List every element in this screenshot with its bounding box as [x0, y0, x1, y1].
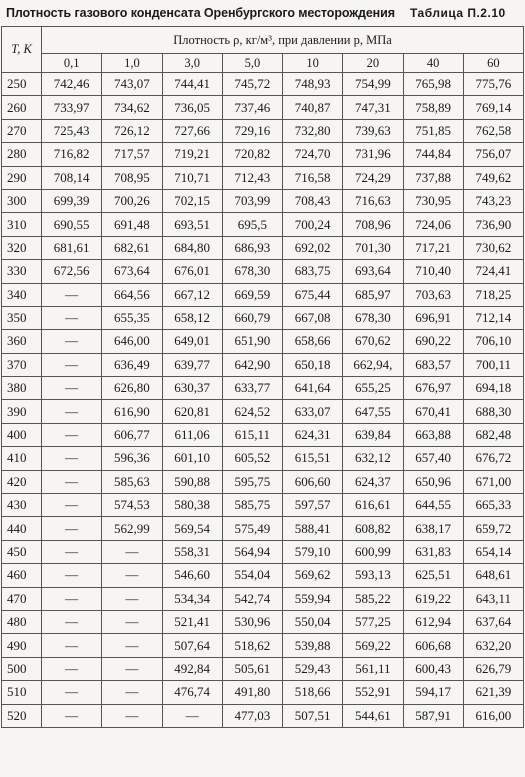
temperature-cell: 380 — [2, 377, 42, 400]
temperature-cell: 440 — [2, 517, 42, 540]
density-cell: 701,30 — [343, 236, 403, 259]
density-cell: 676,97 — [403, 377, 463, 400]
pressure-header-cell: 10 — [283, 54, 343, 73]
density-cell: 643,11 — [463, 587, 523, 610]
density-cell: 678,30 — [222, 260, 282, 283]
density-cell: 597,57 — [283, 494, 343, 517]
density-cell: 594,17 — [403, 681, 463, 704]
density-cell: 624,31 — [283, 423, 343, 446]
density-cell: — — [102, 610, 162, 633]
document-title: Плотность газового конденсата Оренбургского месторождения — [6, 6, 395, 20]
table-row — [2, 423, 524, 446]
density-cell: 739,63 — [343, 119, 403, 142]
density-cell: 667,08 — [283, 306, 343, 329]
density-cell: 477,03 — [222, 704, 282, 727]
density-cell: 644,55 — [403, 494, 463, 517]
temperature-cell: 400 — [2, 423, 42, 446]
density-cell: 744,84 — [403, 143, 463, 166]
density-cell: 632,12 — [343, 447, 403, 470]
density-cell: 672,56 — [42, 260, 102, 283]
density-cell: 724,70 — [283, 143, 343, 166]
density-cell: 727,66 — [162, 119, 222, 142]
temperature-cell: 450 — [2, 540, 42, 563]
temperature-header: T, K — [2, 27, 42, 73]
density-cell: 658,66 — [283, 330, 343, 353]
density-cell: 600,43 — [403, 657, 463, 680]
temperature-cell: 290 — [2, 166, 42, 189]
density-cell: — — [42, 540, 102, 563]
table-row — [2, 517, 524, 540]
density-cell: 719,21 — [162, 143, 222, 166]
density-cell: 691,48 — [102, 213, 162, 236]
density-cell: 569,62 — [283, 564, 343, 587]
density-cell: — — [42, 610, 102, 633]
temperature-cell: 460 — [2, 564, 42, 587]
table-row — [2, 306, 524, 329]
density-cell: 692,02 — [283, 236, 343, 259]
density-cell: 651,90 — [222, 330, 282, 353]
density-cell: 585,22 — [343, 587, 403, 610]
density-cell: 703,99 — [222, 189, 282, 212]
density-cell: 710,71 — [162, 166, 222, 189]
density-cell: 737,88 — [403, 166, 463, 189]
density-cell: 663,88 — [403, 423, 463, 446]
density-cell: 649,01 — [162, 330, 222, 353]
density-cell: — — [102, 657, 162, 680]
density-cell: — — [42, 330, 102, 353]
density-cell: 590,88 — [162, 470, 222, 493]
density-cell: 530,96 — [222, 610, 282, 633]
density-cell: — — [42, 423, 102, 446]
table-row — [2, 213, 524, 236]
density-cell: 633,77 — [222, 377, 282, 400]
table-row — [2, 470, 524, 493]
density-cell: 742,46 — [42, 73, 102, 96]
density-cell: 717,21 — [403, 236, 463, 259]
density-cell: 678,30 — [343, 306, 403, 329]
density-cell: — — [102, 681, 162, 704]
temperature-cell: 310 — [2, 213, 42, 236]
density-cell: 712,14 — [463, 306, 523, 329]
table-row — [2, 447, 524, 470]
density-cell: 542,74 — [222, 587, 282, 610]
density-cell: 657,40 — [403, 447, 463, 470]
density-cell: 550,04 — [283, 610, 343, 633]
density-cell: — — [42, 587, 102, 610]
density-cell: 564,94 — [222, 540, 282, 563]
density-cell: 695,5 — [222, 213, 282, 236]
table-row — [2, 377, 524, 400]
table-row — [2, 283, 524, 306]
temperature-cell: 350 — [2, 306, 42, 329]
density-cell: 758,89 — [403, 96, 463, 119]
density-cell: 724,29 — [343, 166, 403, 189]
density-cell: 688,30 — [463, 400, 523, 423]
density-cell: 642,90 — [222, 353, 282, 376]
density-cell: 588,41 — [283, 517, 343, 540]
table-row — [2, 704, 524, 727]
pressure-header-cell: 5,0 — [222, 54, 282, 73]
table-row — [2, 166, 524, 189]
density-cell: 699,39 — [42, 189, 102, 212]
density-cell: 712,43 — [222, 166, 282, 189]
density-cell: 562,99 — [102, 517, 162, 540]
density-cell: 706,10 — [463, 330, 523, 353]
table-row — [2, 143, 524, 166]
pressure-header-cell: 40 — [403, 54, 463, 73]
density-cell: 654,14 — [463, 540, 523, 563]
density-cell: — — [102, 540, 162, 563]
density-cell: 639,77 — [162, 353, 222, 376]
density-cell: 670,41 — [403, 400, 463, 423]
density-cell: — — [42, 704, 102, 727]
density-cell: 641,64 — [283, 377, 343, 400]
table-row — [2, 73, 524, 96]
density-cell: 749,62 — [463, 166, 523, 189]
density-cell: 682,48 — [463, 423, 523, 446]
density-cell: — — [42, 377, 102, 400]
density-cell: — — [42, 657, 102, 680]
density-cell: 690,55 — [42, 213, 102, 236]
density-cell: 595,75 — [222, 470, 282, 493]
temperature-cell: 360 — [2, 330, 42, 353]
density-cell: 558,31 — [162, 540, 222, 563]
density-cell: 765,98 — [403, 73, 463, 96]
table-body — [2, 73, 524, 728]
density-cell: 608,82 — [343, 517, 403, 540]
density-cell: 710,40 — [403, 260, 463, 283]
density-cell: 574,53 — [102, 494, 162, 517]
density-cell: 700,11 — [463, 353, 523, 376]
density-cell: 720,82 — [222, 143, 282, 166]
pressure-header-cell: 20 — [343, 54, 403, 73]
density-cell: 708,14 — [42, 166, 102, 189]
density-cell: 708,96 — [343, 213, 403, 236]
density-cell: 748,93 — [283, 73, 343, 96]
density-cell: — — [42, 494, 102, 517]
density-cell: 624,52 — [222, 400, 282, 423]
density-cell: 561,11 — [343, 657, 403, 680]
temperature-cell: 520 — [2, 704, 42, 727]
density-cell: 775,76 — [463, 73, 523, 96]
temperature-cell: 430 — [2, 494, 42, 517]
density-cell: 686,93 — [222, 236, 282, 259]
density-cell: 732,80 — [283, 119, 343, 142]
density-cell: 546,60 — [162, 564, 222, 587]
table-row — [2, 353, 524, 376]
density-cell: 708,43 — [283, 189, 343, 212]
table-row — [2, 236, 524, 259]
density-cell: — — [102, 634, 162, 657]
density-cell: 662,94, — [343, 353, 403, 376]
density-cell: 743,23 — [463, 189, 523, 212]
density-header: Плотность ρ, кг/м³, при давлении p, МПа — [42, 27, 524, 54]
density-cell: 636,49 — [102, 353, 162, 376]
density-cell: — — [102, 704, 162, 727]
temperature-cell: 490 — [2, 634, 42, 657]
density-cell: 637,64 — [463, 610, 523, 633]
density-cell: 624,37 — [343, 470, 403, 493]
table-row — [2, 610, 524, 633]
density-cell: 747,31 — [343, 96, 403, 119]
density-table — [1, 26, 524, 728]
density-cell: 615,51 — [283, 447, 343, 470]
density-cell: 601,10 — [162, 447, 222, 470]
table-row — [2, 260, 524, 283]
density-cell: — — [42, 400, 102, 423]
density-cell: 745,72 — [222, 73, 282, 96]
temperature-cell: 500 — [2, 657, 42, 680]
density-cell: 616,61 — [343, 494, 403, 517]
density-cell: 676,72 — [463, 447, 523, 470]
density-cell: — — [42, 564, 102, 587]
density-cell: 751,85 — [403, 119, 463, 142]
pressure-header-row — [2, 54, 524, 73]
table-row — [2, 119, 524, 142]
density-cell: 650,18 — [283, 353, 343, 376]
density-cell: 600,99 — [343, 540, 403, 563]
density-cell: 648,61 — [463, 564, 523, 587]
density-cell: 611,06 — [162, 423, 222, 446]
density-cell: 507,51 — [283, 704, 343, 727]
density-cell: 730,62 — [463, 236, 523, 259]
density-cell: — — [102, 564, 162, 587]
density-cell: 606,77 — [102, 423, 162, 446]
density-cell: 505,61 — [222, 657, 282, 680]
temperature-cell: 470 — [2, 587, 42, 610]
table-row — [2, 657, 524, 680]
density-cell: 518,66 — [283, 681, 343, 704]
density-cell: 669,59 — [222, 283, 282, 306]
density-cell: 647,55 — [343, 400, 403, 423]
density-cell: 659,72 — [463, 517, 523, 540]
density-cell: — — [42, 306, 102, 329]
density-cell: 638,17 — [403, 517, 463, 540]
density-cell: 658,12 — [162, 306, 222, 329]
density-cell: 734,62 — [102, 96, 162, 119]
density-cell: 693,51 — [162, 213, 222, 236]
table-row — [2, 400, 524, 423]
density-cell: 724,41 — [463, 260, 523, 283]
density-cell: — — [42, 517, 102, 540]
temperature-cell: 330 — [2, 260, 42, 283]
density-cell: 718,25 — [463, 283, 523, 306]
density-cell: 700,26 — [102, 189, 162, 212]
table-row — [2, 587, 524, 610]
density-cell: — — [42, 634, 102, 657]
density-cell: 521,41 — [162, 610, 222, 633]
density-cell: 716,82 — [42, 143, 102, 166]
density-cell: 693,64 — [343, 260, 403, 283]
density-cell: 736,90 — [463, 213, 523, 236]
density-cell: — — [42, 447, 102, 470]
density-cell: 616,90 — [102, 400, 162, 423]
density-cell: 534,34 — [162, 587, 222, 610]
table-label: Таблица П.2.10 — [410, 6, 506, 20]
density-cell: 733,97 — [42, 96, 102, 119]
table-row — [2, 681, 524, 704]
density-cell: 703,63 — [403, 283, 463, 306]
density-cell: 593,13 — [343, 564, 403, 587]
density-cell: 615,11 — [222, 423, 282, 446]
density-cell: 620,81 — [162, 400, 222, 423]
density-cell: 559,94 — [283, 587, 343, 610]
temperature-cell: 340 — [2, 283, 42, 306]
density-cell: 769,14 — [463, 96, 523, 119]
table-row — [2, 494, 524, 517]
density-cell: 670,62 — [343, 330, 403, 353]
density-cell: — — [162, 704, 222, 727]
temperature-cell: 480 — [2, 610, 42, 633]
density-cell: 580,38 — [162, 494, 222, 517]
density-cell: 577,25 — [343, 610, 403, 633]
density-cell: 683,75 — [283, 260, 343, 283]
density-cell: 737,46 — [222, 96, 282, 119]
density-cell: 575,49 — [222, 517, 282, 540]
density-cell: — — [102, 587, 162, 610]
density-cell: 696,91 — [403, 306, 463, 329]
density-cell: 716,58 — [283, 166, 343, 189]
density-cell: 660,79 — [222, 306, 282, 329]
temperature-cell: 320 — [2, 236, 42, 259]
density-cell: 681,61 — [42, 236, 102, 259]
density-cell: 544,61 — [343, 704, 403, 727]
density-cell: 621,39 — [463, 681, 523, 704]
density-cell: 731,96 — [343, 143, 403, 166]
density-cell: 694,18 — [463, 377, 523, 400]
density-cell: 633,07 — [283, 400, 343, 423]
density-cell: 676,01 — [162, 260, 222, 283]
density-cell: 631,83 — [403, 540, 463, 563]
density-cell: 683,57 — [403, 353, 463, 376]
table-row — [2, 96, 524, 119]
density-cell: 596,36 — [102, 447, 162, 470]
temperature-cell: 280 — [2, 143, 42, 166]
density-cell: 726,12 — [102, 119, 162, 142]
density-cell: 655,25 — [343, 377, 403, 400]
density-cell: 632,20 — [463, 634, 523, 657]
title-row — [0, 4, 525, 24]
temperature-cell: 270 — [2, 119, 42, 142]
table-row — [2, 540, 524, 563]
density-cell: 650,96 — [403, 470, 463, 493]
density-cell: 491,80 — [222, 681, 282, 704]
temperature-cell: 410 — [2, 447, 42, 470]
temperature-cell: 300 — [2, 189, 42, 212]
density-cell: — — [42, 681, 102, 704]
density-cell: 606,60 — [283, 470, 343, 493]
density-cell: 736,05 — [162, 96, 222, 119]
density-cell: 518,62 — [222, 634, 282, 657]
density-cell: 716,63 — [343, 189, 403, 212]
pressure-header-cell: 60 — [463, 54, 523, 73]
density-cell: 626,80 — [102, 377, 162, 400]
density-cell: 492,84 — [162, 657, 222, 680]
density-cell: 673,64 — [102, 260, 162, 283]
density-cell: 671,00 — [463, 470, 523, 493]
density-cell: 730,95 — [403, 189, 463, 212]
density-cell: — — [42, 353, 102, 376]
density-cell: 507,64 — [162, 634, 222, 657]
density-cell: 744,41 — [162, 73, 222, 96]
temperature-cell: 250 — [2, 73, 42, 96]
density-cell: 529,43 — [283, 657, 343, 680]
density-cell: 743,07 — [102, 73, 162, 96]
density-cell: 724,06 — [403, 213, 463, 236]
temperature-cell: 260 — [2, 96, 42, 119]
density-cell: 708,95 — [102, 166, 162, 189]
density-cell: 685,97 — [343, 283, 403, 306]
density-cell: 476,74 — [162, 681, 222, 704]
density-cell: 702,15 — [162, 189, 222, 212]
density-cell: 717,57 — [102, 143, 162, 166]
density-cell: 665,33 — [463, 494, 523, 517]
pressure-header-cell: 3,0 — [162, 54, 222, 73]
table-row — [2, 564, 524, 587]
pressure-header-cell: 1,0 — [102, 54, 162, 73]
density-cell: 585,75 — [222, 494, 282, 517]
density-cell: 587,91 — [403, 704, 463, 727]
density-cell: 554,04 — [222, 564, 282, 587]
density-cell: 700,24 — [283, 213, 343, 236]
density-cell: 569,54 — [162, 517, 222, 540]
temperature-cell: 390 — [2, 400, 42, 423]
density-cell: 625,51 — [403, 564, 463, 587]
density-cell: 579,10 — [283, 540, 343, 563]
density-cell: 682,61 — [102, 236, 162, 259]
density-cell: 569,22 — [343, 634, 403, 657]
density-cell: — — [42, 283, 102, 306]
density-cell: 639,84 — [343, 423, 403, 446]
density-cell: 684,80 — [162, 236, 222, 259]
density-cell: 729,16 — [222, 119, 282, 142]
density-cell: 740,87 — [283, 96, 343, 119]
density-cell: 616,00 — [463, 704, 523, 727]
table-row — [2, 330, 524, 353]
density-cell: 626,79 — [463, 657, 523, 680]
density-cell: 585,63 — [102, 470, 162, 493]
density-cell: 552,91 — [343, 681, 403, 704]
temperature-cell: 510 — [2, 681, 42, 704]
density-cell: 655,35 — [102, 306, 162, 329]
density-cell: 754,99 — [343, 73, 403, 96]
density-cell: 630,37 — [162, 377, 222, 400]
table-row — [2, 189, 524, 212]
density-cell: 612,94 — [403, 610, 463, 633]
density-cell: 646,00 — [102, 330, 162, 353]
temperature-cell: 420 — [2, 470, 42, 493]
density-cell: 756,07 — [463, 143, 523, 166]
temperature-cell: 370 — [2, 353, 42, 376]
density-cell: 664,56 — [102, 283, 162, 306]
density-cell: 539,88 — [283, 634, 343, 657]
density-cell: 690,22 — [403, 330, 463, 353]
density-cell: 725,43 — [42, 119, 102, 142]
density-cell: 606,68 — [403, 634, 463, 657]
density-cell: 619,22 — [403, 587, 463, 610]
pressure-header-cell: 0,1 — [42, 54, 102, 73]
density-cell: 762,58 — [463, 119, 523, 142]
density-cell: 667,12 — [162, 283, 222, 306]
density-cell: 605,52 — [222, 447, 282, 470]
table-row — [2, 634, 524, 657]
density-cell: — — [42, 470, 102, 493]
density-cell: 675,44 — [283, 283, 343, 306]
